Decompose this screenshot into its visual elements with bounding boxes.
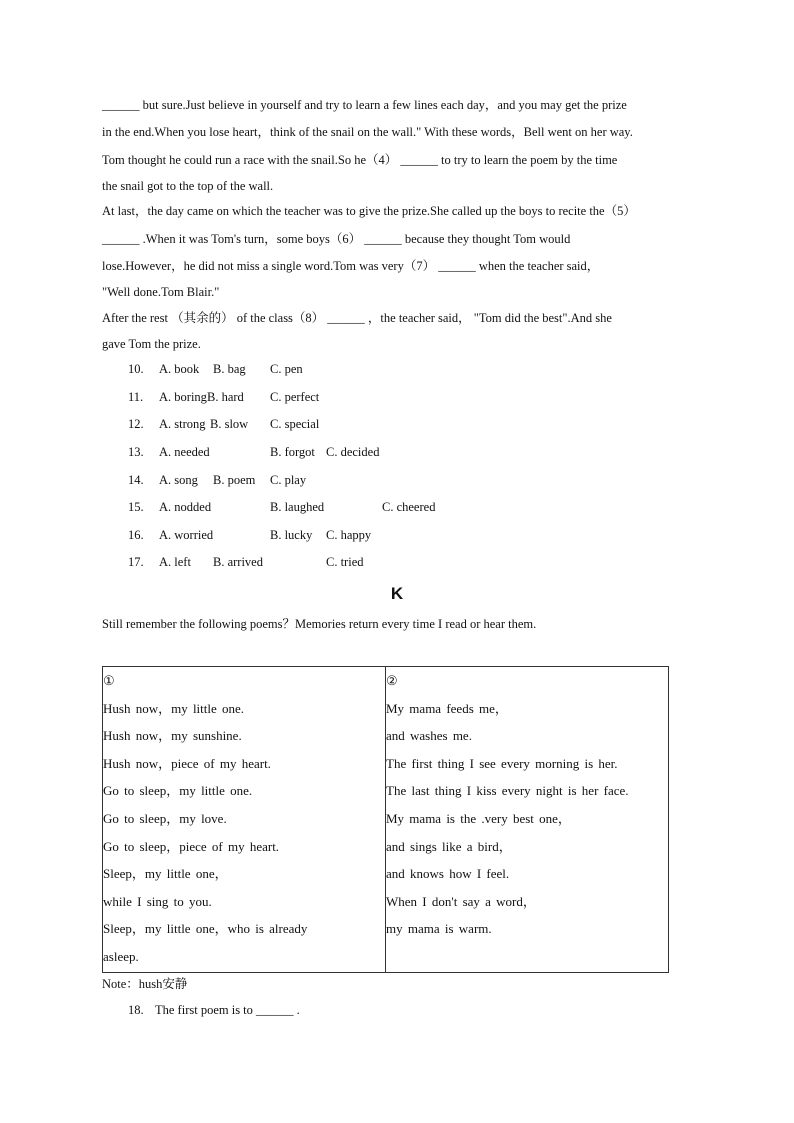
poem-1-line: Hush now，my little one. xyxy=(103,700,245,716)
poem-1-line: Hush now，my sunshine. xyxy=(103,728,242,744)
option-c: C. pen xyxy=(270,362,303,376)
question-number: 12. xyxy=(128,417,144,431)
poem-2-line: and knows how I feel. xyxy=(386,866,510,882)
poem-1-cell xyxy=(103,667,386,973)
passage-line-6: ______ .When it was Tom's turn，some boys（6） ______ because they thought Tom would xyxy=(102,232,571,246)
poem-1-line: Sleep，my little one， xyxy=(103,866,228,882)
question-number: 16. xyxy=(128,528,144,542)
option-c: C. special xyxy=(270,417,320,431)
question-number: 15. xyxy=(128,500,144,514)
option-b: B. slow xyxy=(210,417,249,431)
passage-line-10: gave Tom the prize. xyxy=(102,337,201,351)
option-b: B. lucky xyxy=(270,528,313,542)
option-a: A. nodded xyxy=(159,500,212,514)
option-b: B. bag xyxy=(213,362,246,376)
poem-1-marker: ① xyxy=(103,673,115,688)
passage-line-8: "Well done.Tom Blair." xyxy=(102,285,220,299)
poem-1-line: Sleep，my little one，who is already xyxy=(103,921,308,937)
poem-2-cell xyxy=(386,667,669,973)
poem-1-line: Go to sleep，my love. xyxy=(103,810,227,826)
option-a: A. boring xyxy=(159,390,207,404)
option-c: C. tried xyxy=(326,555,364,569)
poems-table xyxy=(102,666,669,973)
option-c: C. decided xyxy=(326,445,380,459)
poem-2-line: My mama feeds me， xyxy=(386,700,508,716)
section-heading: K xyxy=(390,584,404,603)
passage-line-4: the snail got to the top of the wall. xyxy=(102,179,274,193)
option-b: B. poem xyxy=(213,473,256,487)
question-11 xyxy=(128,389,320,405)
poem-2-line: When I don't say a word， xyxy=(386,893,536,909)
option-a: A. strong xyxy=(159,417,206,431)
option-c: C. play xyxy=(270,473,307,487)
poem-2-line: My mama is the .very best one， xyxy=(386,810,571,826)
question-12 xyxy=(128,416,320,432)
question-number: 17. xyxy=(128,555,144,569)
option-a: A. worried xyxy=(159,528,214,542)
question-16 xyxy=(128,527,372,543)
section-intro: Still remember the following poems？Memories return every time I read or hear them. xyxy=(102,617,537,631)
poem-1-line: while I sing to you. xyxy=(103,893,212,909)
poem-1-line: asleep. xyxy=(103,948,139,964)
question-17 xyxy=(128,554,364,570)
option-b: B. forgot xyxy=(270,445,315,459)
question-18 xyxy=(128,1002,300,1018)
question-13 xyxy=(128,444,380,460)
option-b: B. laughed xyxy=(270,500,325,514)
question-number: 14. xyxy=(128,473,144,487)
poem-2-line: my mama is warm. xyxy=(386,921,492,937)
question-15 xyxy=(128,499,436,515)
poem-1-line: Go to sleep，piece of my heart. xyxy=(103,838,280,854)
passage-line-5: At last，the day came on which the teacher was to give the prize.She called up the boys to recite the（5） xyxy=(102,204,636,218)
poem-2-line: The first thing I see every morning is her. xyxy=(386,755,618,771)
question-text: The first poem is to ______ . xyxy=(155,1003,300,1017)
option-c: C. cheered xyxy=(382,500,436,514)
option-a: A. left xyxy=(159,555,191,569)
passage-line-9: After the rest （其余的） of the class（8） ______ ，the teacher said， "Tom did the best".And she xyxy=(102,311,612,325)
passage-line-2: in the end.When you lose heart，think of the snail on the wall." With these words，Bell went on her way. xyxy=(102,125,633,139)
option-c: C. perfect xyxy=(270,390,320,404)
question-number: 10. xyxy=(128,362,144,376)
question-10 xyxy=(128,361,303,377)
option-a: A. book xyxy=(159,362,200,376)
vocab-note: Note：hush安静 xyxy=(102,977,188,991)
poem-1-line: Hush now，piece of my heart. xyxy=(103,755,271,771)
question-number: 13. xyxy=(128,445,144,459)
passage-line-1: ______ but sure.Just believe in yourself and try to learn a few lines each day，and you may get the prize xyxy=(102,98,627,112)
option-a: A. needed xyxy=(159,445,210,459)
question-number: 18. xyxy=(128,1003,144,1017)
option-b: B. hard xyxy=(207,390,244,404)
option-a: A. song xyxy=(159,473,198,487)
question-number: 11. xyxy=(128,390,144,404)
option-c: C. happy xyxy=(326,528,372,542)
question-14 xyxy=(128,472,307,488)
poem-2-line: and washes me. xyxy=(386,728,472,744)
passage-line-7: lose.However，he did not miss a single word.Tom was very（7） ______ when the teacher said， xyxy=(102,259,600,273)
poem-1-line: Go to sleep，my little one. xyxy=(103,783,253,799)
poem-2-line: The last thing I kiss every night is her face. xyxy=(386,783,629,799)
passage-line-3: Tom thought he could run a race with the snail.So he（4） ______ to try to learn the poem by the time xyxy=(102,153,618,167)
option-b: B. arrived xyxy=(213,555,263,569)
poem-2-line: and sings like a bird， xyxy=(386,838,512,854)
poem-2-marker: ② xyxy=(386,673,398,688)
